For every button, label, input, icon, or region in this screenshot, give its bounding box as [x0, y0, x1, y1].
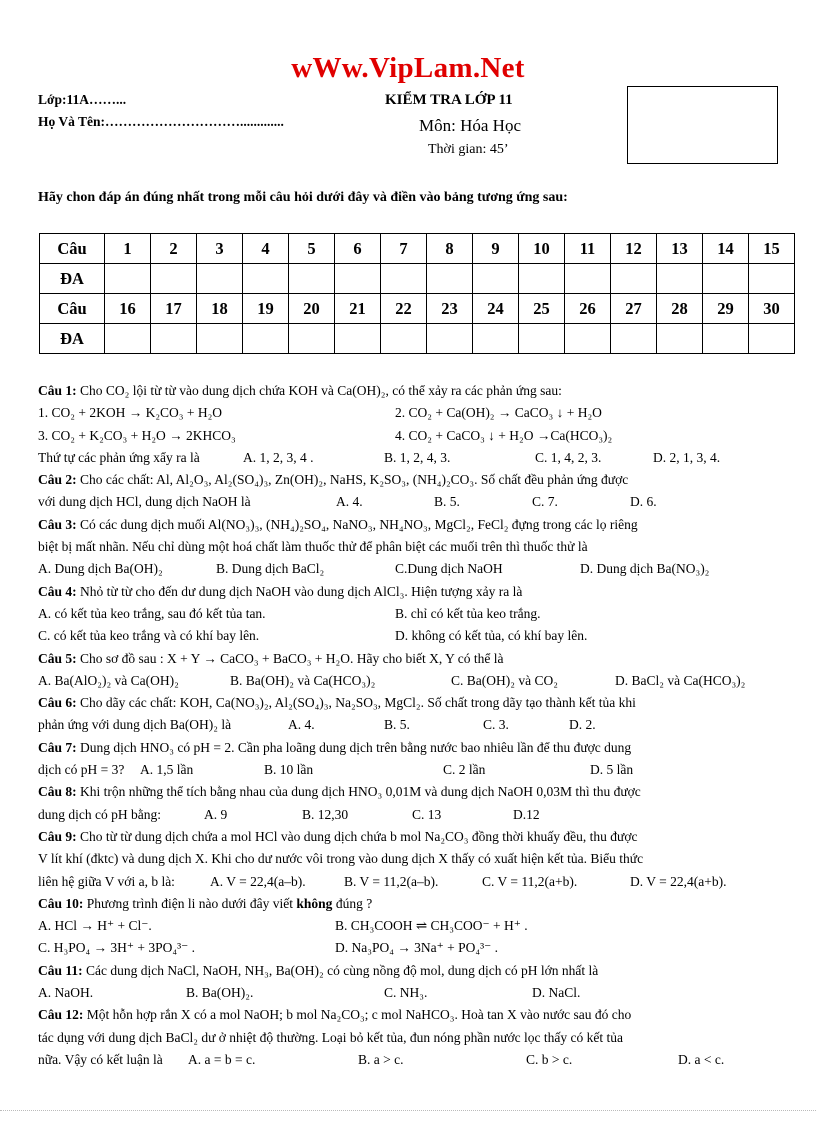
option: C. 2 lần — [443, 762, 486, 778]
answer-table-row — [40, 234, 795, 264]
question-number-cell: 27 — [611, 294, 657, 324]
option: D. Na₃PO₄ → 3Na⁺ + PO₄³⁻ . — [335, 940, 499, 956]
option: D. a < c. — [678, 1051, 725, 1067]
option: A. 1, 2, 3, 4 . — [243, 449, 314, 465]
answer-cell[interactable] — [335, 264, 381, 294]
option: B. Ba(OH)₂ và Ca(HCO₃)₂ — [230, 672, 376, 688]
q12-stem: tác dụng với dung dịch BaCl₂ dư ở nhiệt độ thường. Loại bỏ kết tủa, đun nóng phần nước lọc thấy có kết tủa — [38, 1029, 623, 1045]
row-label: Câu — [40, 294, 105, 324]
question-number-cell: 9 — [473, 234, 519, 264]
question-number-cell: 7 — [381, 234, 427, 264]
answer-cell[interactable] — [703, 324, 749, 354]
question-9: Câu 9: Cho từ từ dung dịch chứa a mol HCl vào dung dịch chứa b mol Na₂CO₃ đồng thời khuấy đều, thu được — [38, 828, 638, 844]
option: A. NaOH. — [38, 985, 94, 1001]
question-2: Câu 2: Cho các chất: Al, Al₂O₃, Al₂(SO₄)₃, Zn(OH)₂, NaHS, K₂SO₃, (NH₄)₂CO₃. Số chất đều phản ứng được — [38, 472, 629, 488]
q1-stem: Thứ tự các phản ứng xẩy ra là — [38, 449, 200, 465]
question-11: Câu 11: Các dung dịch NaCl, NaOH, NH₃, Ba(OH)₂ có cùng nồng độ mol, dung dịch có pH lớn nhất là — [38, 962, 599, 978]
option: C. b > c. — [526, 1051, 573, 1067]
question-number-cell: 18 — [197, 294, 243, 324]
option: D. BaCl₂ và Ca(HCO₃)₂ — [615, 672, 746, 688]
option: C. Ba(OH)₂ và CO₂ — [451, 672, 558, 688]
option: D.12 — [513, 806, 540, 822]
question-number-cell: 24 — [473, 294, 519, 324]
question-number-cell: 23 — [427, 294, 473, 324]
q9-stem-end: liên hệ giữa V với a, b là: — [38, 873, 175, 889]
answer-table-row — [40, 264, 795, 294]
question-number-cell: 14 — [703, 234, 749, 264]
option: A. Ba(AlO₂)₂ và Ca(OH)₂ — [38, 672, 179, 688]
answer-cell[interactable] — [519, 264, 565, 294]
option: C. V = 11,2(a+b). — [482, 873, 578, 889]
option: D. 6. — [630, 494, 657, 510]
option: D. NaCl. — [532, 985, 581, 1001]
question-number-cell: 26 — [565, 294, 611, 324]
answer-cell[interactable] — [243, 264, 289, 294]
answer-cell[interactable] — [657, 264, 703, 294]
question-10: Câu 10: Phương trình điện li nào dưới đây viết không đúng ? — [38, 895, 373, 911]
option: B. Ba(OH)₂. — [186, 985, 254, 1001]
option: B. 10 lần — [264, 762, 314, 778]
question-number-cell: 13 — [657, 234, 703, 264]
exam-title: KIỂM TRA LỚP 11 — [385, 92, 513, 108]
question-5: Câu 5: Cho sơ đồ sau : X + Y → CaCO₃ + BaCO₃ + H₂O. Hãy cho biết X, Y có thể là — [38, 650, 504, 666]
question-12: Câu 12: Một hỗn hợp rắn X có a mol NaOH; b mol Na₂CO₃; c mol NaHCO₃. Hoà tan X vào nước sau đó cho — [38, 1007, 632, 1023]
question-7: Câu 7: Dung dịch HNO₃ có pH = 2. Cần pha loãng dung dịch trên bằng nước bao nhiêu lần để thu được dung — [38, 739, 632, 755]
option: A. 1,5 lần — [140, 762, 194, 778]
question-6: Câu 6: Cho dãy các chất: KOH, Ca(NO₃)₂, Al₂(SO₄)₃, Na₂SO₃, MgCl₂. Số chất trong dãy tạo thành kết tủa khi — [38, 695, 636, 711]
question-number-cell: 28 — [657, 294, 703, 324]
class-line: Lớp:11A……... — [38, 92, 127, 107]
answer-cell[interactable] — [335, 324, 381, 354]
question-number-cell: 29 — [703, 294, 749, 324]
q12-stem-end: nữa. Vậy có kết luận là — [38, 1051, 163, 1067]
option: A. 4. — [336, 494, 363, 510]
option: D. Dung dịch Ba(NO₃)₂ — [580, 561, 710, 577]
question-number-cell: 8 — [427, 234, 473, 264]
q2-stem: với dung dịch HCl, dung dịch NaOH là — [38, 494, 251, 510]
question-number-cell: 21 — [335, 294, 381, 324]
answer-cell[interactable] — [749, 324, 795, 354]
q1-reaction-4: 4. CO₂ + CaCO₃ ↓ + H₂O →Ca(HCO₃)₂ — [395, 427, 613, 443]
question-8: Câu 8: Khi trộn những thể tích bằng nhau của dung dịch HNO₃ 0,01M và dung dịch NaOH 0,03M thì thu được — [38, 784, 641, 800]
answer-table-row — [40, 294, 795, 324]
answer-cell[interactable] — [427, 264, 473, 294]
answer-cell[interactable] — [749, 264, 795, 294]
option: C. 7. — [532, 494, 558, 510]
answer-cell[interactable] — [519, 324, 565, 354]
exam-time: Thời gian: 45’ — [428, 142, 509, 157]
option: A. V = 22,4(a–b). — [210, 873, 306, 889]
option: B. CH₃COOH ⇌ CH₃COO⁻ + H⁺ . — [335, 918, 528, 934]
question-number-cell: 15 — [749, 234, 795, 264]
answer-cell[interactable] — [473, 324, 519, 354]
question-number-cell: 10 — [519, 234, 565, 264]
answer-cell[interactable] — [105, 324, 151, 354]
option: A. a = b = c. — [188, 1051, 256, 1067]
exam-subject: Môn: Hóa Học — [419, 116, 521, 135]
question-number-cell: 12 — [611, 234, 657, 264]
answer-cell[interactable] — [197, 324, 243, 354]
row-label: ĐA — [40, 324, 105, 354]
answer-cell[interactable] — [565, 264, 611, 294]
question-number-cell: 1 — [105, 234, 151, 264]
q1-reaction-1: 1. CO₂ + 2KOH → K₂CO₃ + H₂O — [38, 405, 223, 421]
question-number-cell: 3 — [197, 234, 243, 264]
answer-cell[interactable] — [243, 324, 289, 354]
option: D. 2. — [569, 717, 596, 733]
q1-reaction-2: 2. CO₂ + Ca(OH)₂ → CaCO₃ ↓ + H₂O — [395, 405, 602, 421]
option: D. V = 22,4(a+b). — [630, 873, 727, 889]
answer-cell[interactable] — [197, 264, 243, 294]
option: A. có kết tủa keo trắng, sau đó kết tủa tan. — [38, 605, 266, 621]
answer-cell[interactable] — [151, 324, 197, 354]
q3-stem: biệt bị mất nhãn. Nếu chỉ dùng một hoá chất làm thuốc thử để phân biệt các muối trên thì thuốc thử là — [38, 539, 588, 555]
answer-cell[interactable] — [289, 324, 335, 354]
row-label: Câu — [40, 234, 105, 264]
question-4: Câu 4: Nhỏ từ từ cho đến dư dung dịch NaOH vào dung dịch AlCl₃. Hiện tượng xảy ra là — [38, 583, 523, 599]
answer-cell[interactable] — [657, 324, 703, 354]
option: C.Dung dịch NaOH — [395, 561, 503, 577]
answer-cell[interactable] — [105, 264, 151, 294]
answer-cell[interactable] — [703, 264, 749, 294]
option: D. 2, 1, 3, 4. — [653, 449, 721, 465]
option: C. NH₃. — [384, 985, 428, 1001]
question-number-cell: 6 — [335, 234, 381, 264]
answer-cell[interactable] — [381, 264, 427, 294]
option: C. H₃PO₄ → 3H⁺ + 3PO₄³⁻ . — [38, 940, 196, 956]
question-number-cell: 2 — [151, 234, 197, 264]
option: B. 12,30 — [302, 806, 349, 822]
option: C. có kết tủa keo trắng và có khí bay lên. — [38, 628, 260, 644]
option: B. V = 11,2(a–b). — [344, 873, 439, 889]
answer-cell[interactable] — [611, 324, 657, 354]
option: B. chỉ có kết tủa keo trắng. — [395, 605, 541, 621]
question-number-cell: 22 — [381, 294, 427, 324]
question-1: Câu 1: Cho CO₂ lội từ từ vào dung dịch chứa KOH và Ca(OH)₂, có thể xảy ra các phản ứng sau: — [38, 383, 562, 398]
question-number-cell: 4 — [243, 234, 289, 264]
option: C. 1, 4, 2, 3. — [535, 449, 602, 465]
page-bottom-border — [0, 1110, 816, 1112]
q6-stem: phản ứng với dung dịch Ba(OH)₂ là — [38, 717, 232, 733]
question-number-cell: 5 — [289, 234, 335, 264]
q9-stem: V lít khí (đktc) và dung dịch X. Khi cho dư nước vôi trong vào dung dịch X thấy có xuất hiện kết tủa. Biểu thức — [38, 851, 644, 867]
name-line: Họ Và Tên:…………………………............. — [38, 114, 284, 129]
answer-cell[interactable] — [381, 324, 427, 354]
option: A. 4. — [288, 717, 315, 733]
option: B. 5. — [384, 717, 410, 733]
answer-cell[interactable] — [565, 324, 611, 354]
answer-cell[interactable] — [151, 264, 197, 294]
site-watermark: wWw.VipLam.Net — [291, 52, 525, 84]
score-box — [627, 86, 778, 164]
question-number-cell: 11 — [565, 234, 611, 264]
option: C. 13 — [412, 806, 442, 822]
option: A. HCl → H⁺ + Cl⁻. — [38, 918, 152, 934]
option: D. không có kết tủa, có khí bay lên. — [395, 628, 588, 644]
answer-cell[interactable] — [611, 264, 657, 294]
question-number-cell: 16 — [105, 294, 151, 324]
option: B. 1, 2, 4, 3. — [384, 449, 451, 465]
answer-cell[interactable] — [289, 264, 335, 294]
option: D. 5 lần — [590, 762, 634, 778]
question-3: Câu 3: Có các dung dịch muối Al(NO₃)₃, (NH₄)₂SO₄, NaNO₃, NH₄NO₃, MgCl₂, FeCl₂ đựng trong các lọ riêng — [38, 516, 638, 532]
answer-table — [39, 233, 795, 354]
q7-stem: dịch có pH = 3? — [38, 762, 125, 778]
q8-stem: dung dịch có pH bằng: — [38, 806, 161, 822]
row-label: ĐA — [40, 264, 105, 294]
question-number-cell: 25 — [519, 294, 565, 324]
question-number-cell: 20 — [289, 294, 335, 324]
question-number-cell: 30 — [749, 294, 795, 324]
option: B. 5. — [434, 494, 460, 510]
question-number-cell: 17 — [151, 294, 197, 324]
option: C. 3. — [483, 717, 509, 733]
answer-cell[interactable] — [473, 264, 519, 294]
option: A. Dung dịch Ba(OH)₂ — [38, 561, 163, 577]
option: B. a > c. — [358, 1051, 404, 1067]
answer-table-row — [40, 324, 795, 354]
question-number-cell: 19 — [243, 294, 289, 324]
questions — [38, 380, 776, 1071]
option: B. Dung dịch BaCl₂ — [216, 561, 325, 577]
instruction: Hãy chon đáp án đúng nhất trong mỗi câu hỏi dưới đây và điền vào bảng tương ứng sau: — [38, 190, 568, 205]
answer-cell[interactable] — [427, 324, 473, 354]
option: A. 9 — [204, 806, 228, 822]
q1-reaction-3: 3. CO₂ + K₂CO₃ + H₂O → 2KHCO₃ — [38, 427, 236, 443]
